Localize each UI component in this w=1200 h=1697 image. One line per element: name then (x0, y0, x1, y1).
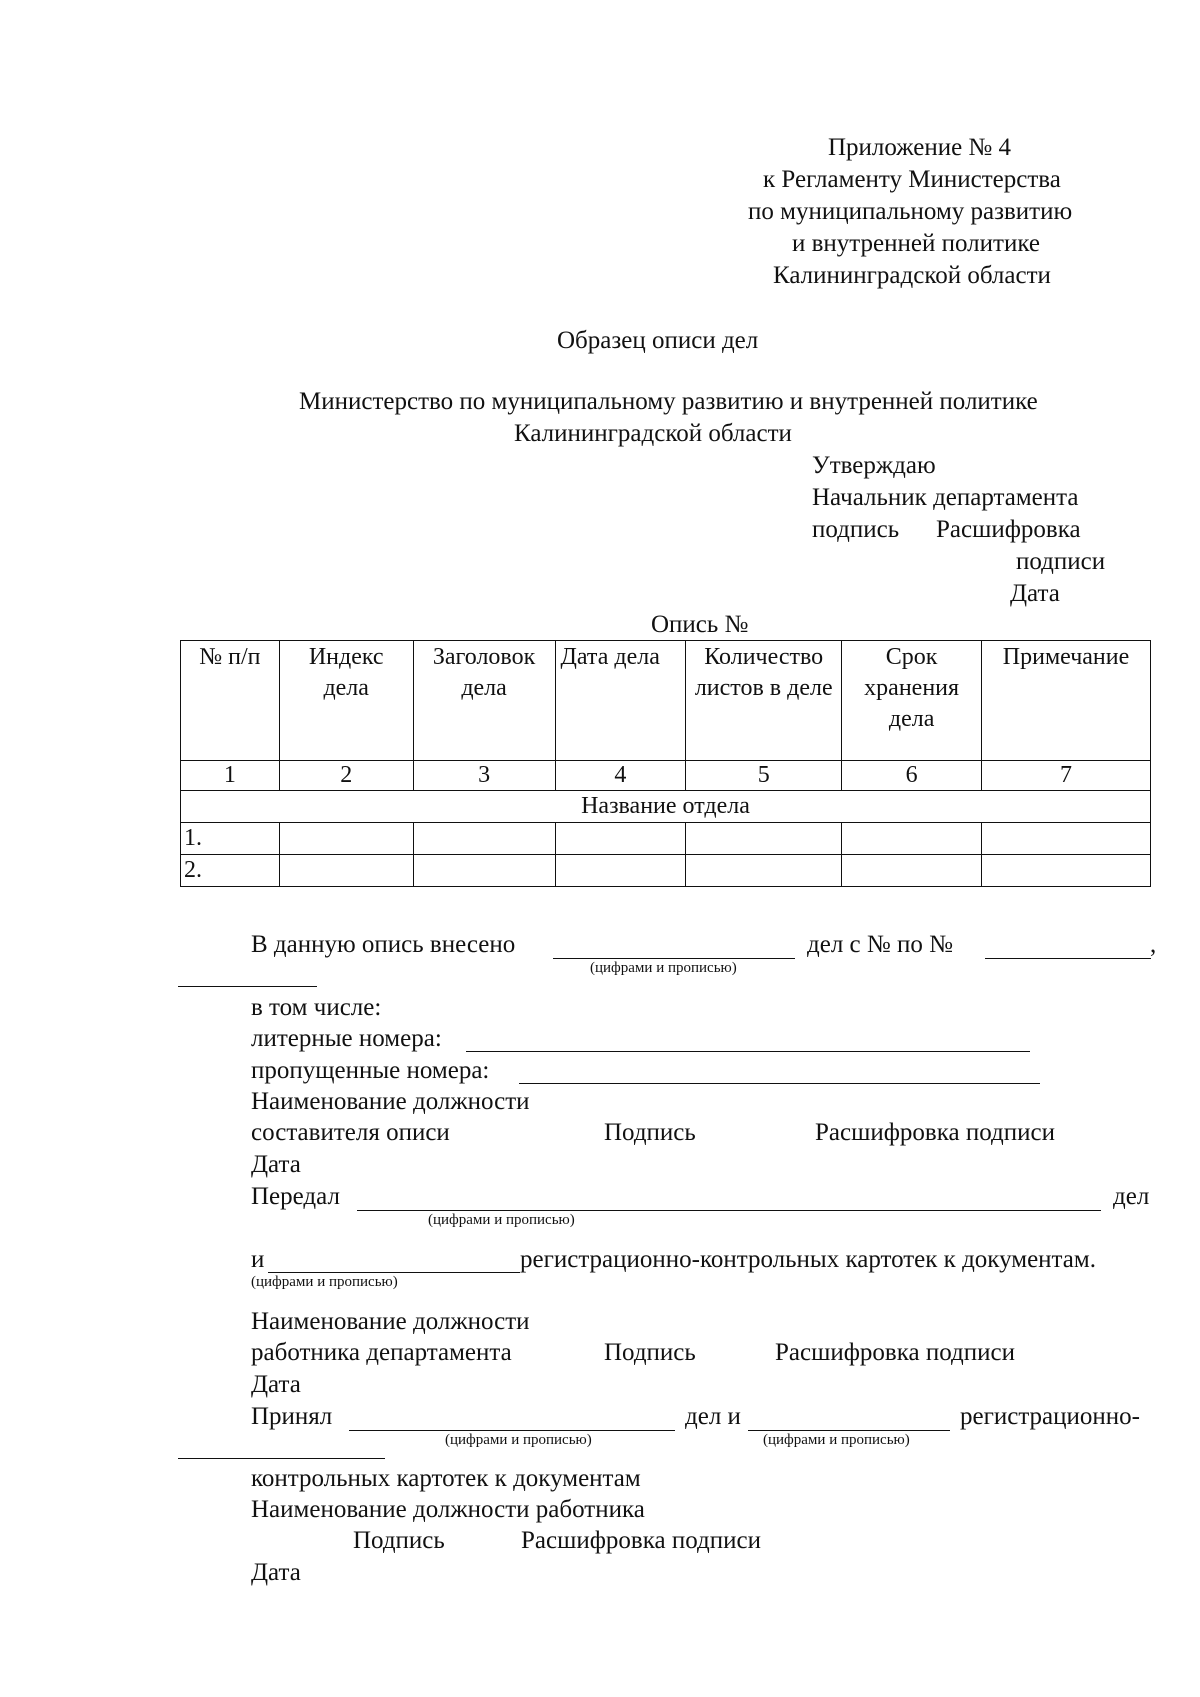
accepted-date: Дата (251, 1559, 301, 1586)
table-cell[interactable] (413, 823, 555, 855)
column-number: 2 (279, 761, 413, 791)
handed-cases-label: дел (1113, 1183, 1150, 1210)
approval-decoding-2: подписи (1016, 548, 1106, 575)
summary-entered: В данную опись внесено (251, 931, 516, 958)
appendix-line-1: Приложение № 4 (828, 134, 1012, 161)
header-case-date: Дата дела (555, 641, 686, 761)
column-number: 6 (842, 761, 982, 791)
missed-numbers-line[interactable] (519, 1083, 1040, 1084)
approval-approve: Утверждаю (812, 452, 936, 479)
table-row (181, 855, 1151, 887)
table-cell[interactable] (842, 823, 982, 855)
compiler-position-1: Наименование должности (251, 1088, 530, 1115)
table-cell[interactable] (686, 855, 842, 887)
summary-comma: , (1150, 931, 1157, 958)
table-cell[interactable] (555, 823, 686, 855)
hint-digits: (цифрами и прописью) (590, 960, 737, 976)
table-cell[interactable] (413, 855, 555, 887)
inventory-title: Опись № (651, 611, 749, 638)
table-cell[interactable] (686, 823, 842, 855)
header-storage-period: Срок хранения дела (842, 641, 982, 761)
column-number: 4 (555, 761, 686, 791)
row-number: 1. (181, 823, 280, 855)
cards-label: регистрационно-контрольных картотек к документам. (520, 1246, 1096, 1273)
letter-numbers-label: литерные номера: (251, 1025, 442, 1052)
approval-decoding: Расшифровка (936, 516, 1081, 543)
column-number: 5 (686, 761, 842, 791)
column-number: 1 (181, 761, 280, 791)
table-cell[interactable] (555, 855, 686, 887)
organization-line-1: Министерство по муниципальному развитию и внутренней политике (299, 388, 1038, 415)
appendix-line-4: и внутренней политике (792, 230, 1040, 257)
hint-digits: (цифрами и прописью) (251, 1274, 398, 1290)
employee-date: Дата (251, 1371, 301, 1398)
accepted-reg: регистрационно- (960, 1403, 1140, 1430)
accepted-decoding: Расшифровка подписи (521, 1527, 761, 1554)
approval-position: Начальник департамента (812, 484, 1079, 511)
compiler-signature: Подпись (604, 1119, 696, 1146)
table-header-row (181, 641, 1151, 761)
approval-date: Дата (1010, 580, 1060, 607)
summary-including: в том числе: (251, 994, 382, 1021)
header-case-title: Заголовок дела (413, 641, 555, 761)
letter-numbers-line[interactable] (466, 1051, 1030, 1052)
table-cell[interactable] (842, 855, 982, 887)
accepted-label: Принял (251, 1403, 333, 1430)
header-sheets-count: Количество листов в деле (686, 641, 842, 761)
hint-digits: (цифрами и прописью) (763, 1432, 910, 1448)
approval-signature: подпись (812, 516, 900, 543)
accepted-position: Наименование должности работника (251, 1496, 645, 1523)
column-number: 3 (413, 761, 555, 791)
table-section-row (181, 791, 1151, 823)
case-range-line-cont[interactable] (178, 986, 317, 987)
and-label: и (251, 1246, 265, 1273)
accepted-cards: контрольных картотек к документам (251, 1465, 641, 1492)
missed-numbers-label: пропущенные номера: (251, 1057, 490, 1084)
compiler-decoding: Расшифровка подписи (815, 1119, 1055, 1146)
organization-line-2: Калининградской области (514, 420, 792, 447)
table-cell[interactable] (982, 823, 1151, 855)
employee-signature: Подпись (604, 1339, 696, 1366)
accepted-cards-line-cont[interactable] (178, 1458, 385, 1459)
case-range-line[interactable] (985, 958, 1151, 959)
table-cell[interactable] (279, 855, 413, 887)
employee-position-1: Наименование должности (251, 1308, 530, 1335)
row-number: 2. (181, 855, 280, 887)
accepted-signature: Подпись (353, 1527, 445, 1554)
hint-digits: (цифрами и прописью) (445, 1432, 592, 1448)
summary-cases-from: дел с № по № (807, 931, 953, 958)
header-index: Индекс дела (279, 641, 413, 761)
appendix-line-2: к Регламенту Министерства (763, 166, 1061, 193)
handed-label: Передал (251, 1183, 340, 1210)
header-number: № п/п (181, 641, 280, 761)
employee-decoding: Расшифровка подписи (775, 1339, 1015, 1366)
employee-position-2: работника департамента (251, 1339, 512, 1366)
document-title: Образец описи дел (557, 327, 759, 354)
compiler-date: Дата (251, 1151, 301, 1178)
table-row (181, 823, 1151, 855)
column-number: 7 (982, 761, 1151, 791)
table-cell[interactable] (982, 855, 1151, 887)
table-number-row (181, 761, 1151, 791)
appendix-line-3: по муниципальному развитию (748, 198, 1073, 225)
hint-digits: (цифрами и прописью) (428, 1212, 575, 1228)
accepted-cases-and: дел и (685, 1403, 741, 1430)
compiler-position-2: составителя описи (251, 1119, 450, 1146)
department-name: Название отдела (181, 791, 1151, 823)
inventory-table (180, 640, 1151, 887)
header-note: Примечание (982, 641, 1151, 761)
appendix-line-5: Калининградской области (773, 262, 1051, 289)
table-cell[interactable] (279, 823, 413, 855)
